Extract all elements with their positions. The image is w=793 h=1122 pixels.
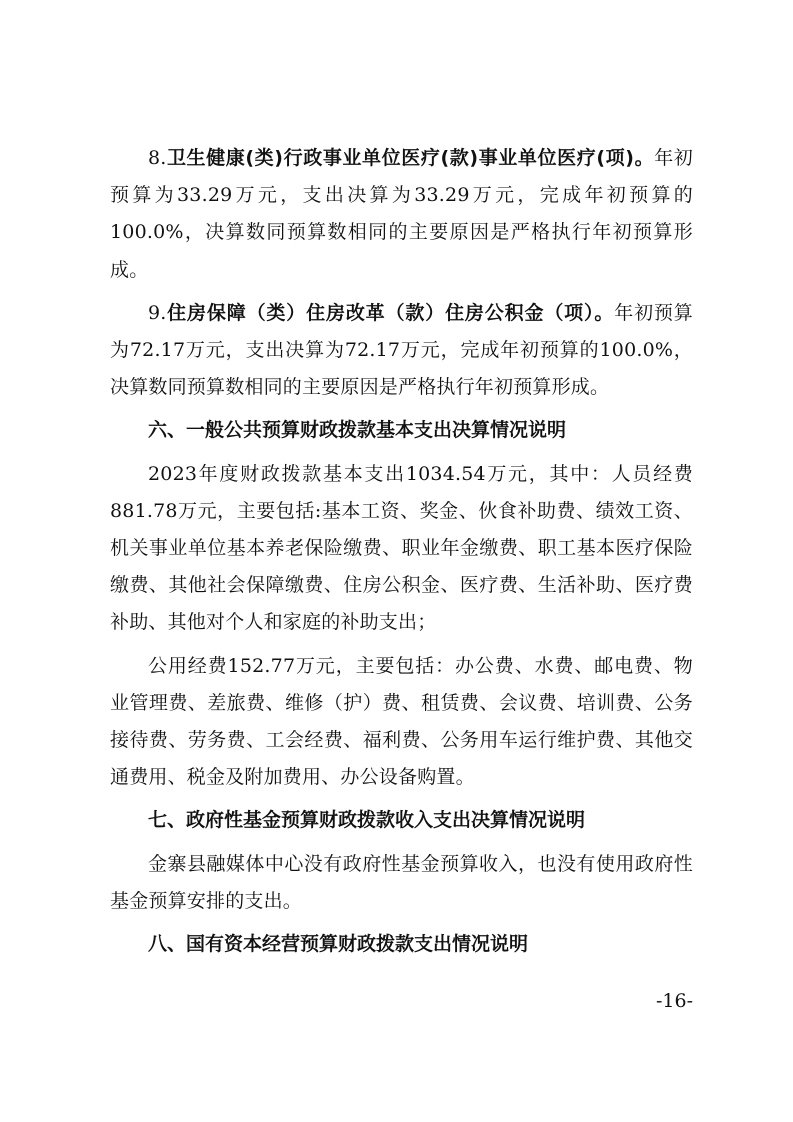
section-7-paragraph: 金寨县融媒体中心没有政府性基金预算收入，也没有使用政府性基金预算安排的支出。 (110, 852, 693, 912)
item-8-number: 8. (148, 147, 167, 169)
section-8-heading: 八、国有资本经营预算财政拨款支出情况说明 (148, 933, 529, 956)
section-6-paragraph-2: 公用经费152.77万元，主要包括：办公费、水费、邮电费、物业管理费、差旅费、维修（护）费、租赁费、会议费、培训费、公务接待费、劳务费、工会经费、福利费、公务用车运行维护费、其他交通费用、税金及附加费用、办公设备购置。 (110, 654, 693, 789)
item-9 (110, 295, 693, 407)
item-9-number: 9. (148, 301, 167, 324)
item-9-body: 年初预算为72.17万元，支出决算为72.17万元，完成年初预算的100.0%，决算数同预算数相同的主要原因是严格执行年初预算形成。 (110, 301, 693, 399)
section-6-heading: 六、一般公共预算财政拨款基本支出决算情况说明 (148, 419, 567, 442)
item-8-body: 年初预算为33.29万元，支出决算为33.29万元，完成年初预算的100.0%，决算数同预算数相同的主要原因是严格执行年初预算形成。 (110, 147, 693, 281)
document-body (110, 140, 693, 969)
page-number: -16- (655, 990, 693, 1012)
section-6-paragraph-1: 2023年度财政拨款基本支出1034.54万元，其中：人员经费881.78万元，主要包括:基本工资、奖金、伙食补助费、绩效工资、机关事业单位基本养老保险缴费、职业年金缴费、职工基本医疗保险缴费、其他社会保障缴费、住房公积金、医疗费、生活补助、医疗费补助、其他对个人和家庭的补助支出； (110, 462, 693, 634)
item-8-title: 卫生健康(类)行政事业单位医疗(款)事业单位医疗(项)。 (166, 147, 655, 169)
section-7-heading: 七、政府性基金预算财政拨款收入支出决算情况说明 (148, 809, 586, 832)
item-9-title: 住房保障（类）住房改革（款）住房公积金（项）。 (166, 301, 615, 324)
item-8 (110, 140, 693, 289)
